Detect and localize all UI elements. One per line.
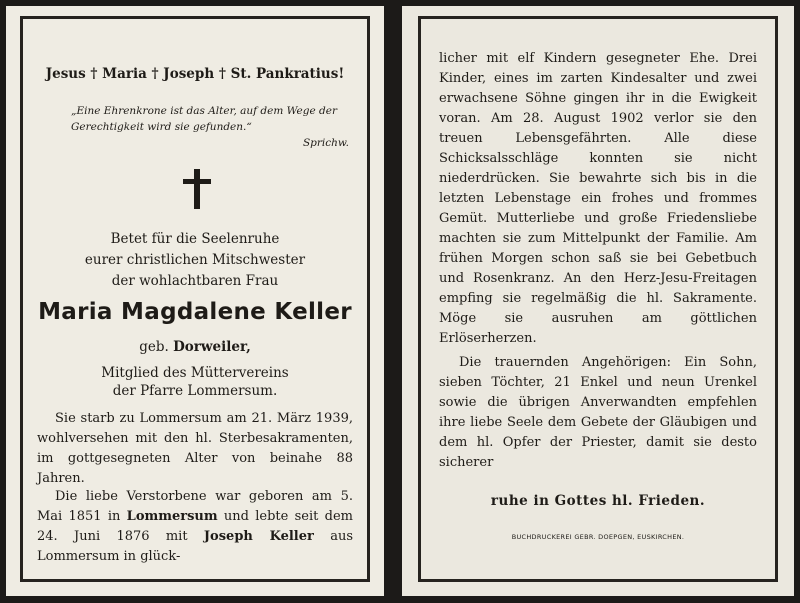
invocation-heading: Jesus † Maria † Joseph † St. Pankratius!: [45, 65, 345, 82]
proverb-quote: [71, 103, 349, 151]
deceased-name: Maria Magdalene Keller: [38, 299, 352, 325]
bio-husband: Joseph Keller: [203, 529, 314, 544]
cross-icon: [183, 169, 211, 209]
maiden-prefix: geb.: [139, 339, 169, 355]
continuation-paragraph: licher mit elf Kindern gesegneter Ehe. Drei Kinder, eines im zarten Kindesalter und zwei erwachsene Söhne gingen ihr in die Ewigkeit voran. Am 28. August 1902 verlor sie den treuen Lebensgefährten. Alle diese Schicksalsschläge konnten sie nicht niederdrücken. Sie bewahrte sich bis in die letzten Lebenstage ein frohes und frommes Gemüt. Mutterliebe und große Friedensliebe machten sie zum Mittelpunkt der Familie. Am frühen Morgen schon saß sie bei Gebetbuch und Rosenkranz. An den Herz-Jesu-Freitagen empfing sie regelmäßig die hl. Sakramente. Möge sie ausruhen am göttlichen Erlöserherzen.: [439, 51, 757, 346]
prayer-request: [31, 229, 359, 292]
right-card-frame: [418, 16, 778, 582]
closing-blessing: ruhe in Gottes hl. Frieden.: [490, 493, 706, 509]
bio-text: Die liebe Verstorbene war geboren am 5. Mai 1851 in: [37, 489, 353, 524]
bio-text: und lebte seit dem 24. Juni 1876 mit: [37, 509, 353, 544]
proverb-source: Sprichw.: [302, 137, 349, 149]
family-paragraph: Die trauernden Angehörigen: Ein Sohn, sieben Töchter, 21 Enkel und neun Urenkel sowie die übrigen Anverwandten empfehlen ihre liebe Seele dem Gebete der Gläubigen und dem hl. Opfer der Priester, damit sie desto sicherer: [439, 355, 757, 470]
left-card-frame: [20, 16, 370, 582]
printer-imprint: BUCHDRUCKEREI GEBR. DOEPGEN, EUSKIRCHEN.: [511, 533, 685, 541]
left-card-page: [6, 6, 384, 596]
prayer-line: der wohlachtbaren Frau: [111, 273, 279, 289]
prayer-line: eurer christlichen Mitschwester: [84, 252, 306, 268]
maiden-name-line: [31, 339, 359, 355]
death-paragraph: Sie starb zu Lommersum am 21. März 1939, wohlversehen mit den hl. Sterbesakramenten, im gottgesegneten Alter von beinahe 88 Jahren.: [37, 411, 353, 486]
membership-line: der Pfarre Lommersum.: [112, 383, 278, 399]
proverb-text: „Eine Ehrenkrone ist das Alter, auf dem Wege der Gerechtigkeit wird sie gefunden.“: [71, 105, 337, 133]
maiden-name: Dorweiler,: [173, 339, 251, 355]
membership-line: Mitglied des Müttervereins: [101, 365, 289, 381]
prayer-line: Betet für die Seelenruhe: [110, 231, 280, 247]
biography-paragraph: [37, 487, 353, 567]
membership: [31, 364, 359, 400]
bio-place: Lommersum: [126, 509, 218, 524]
bio-text: aus Lommersum in glück-: [37, 529, 353, 564]
right-card-page: [402, 6, 794, 596]
